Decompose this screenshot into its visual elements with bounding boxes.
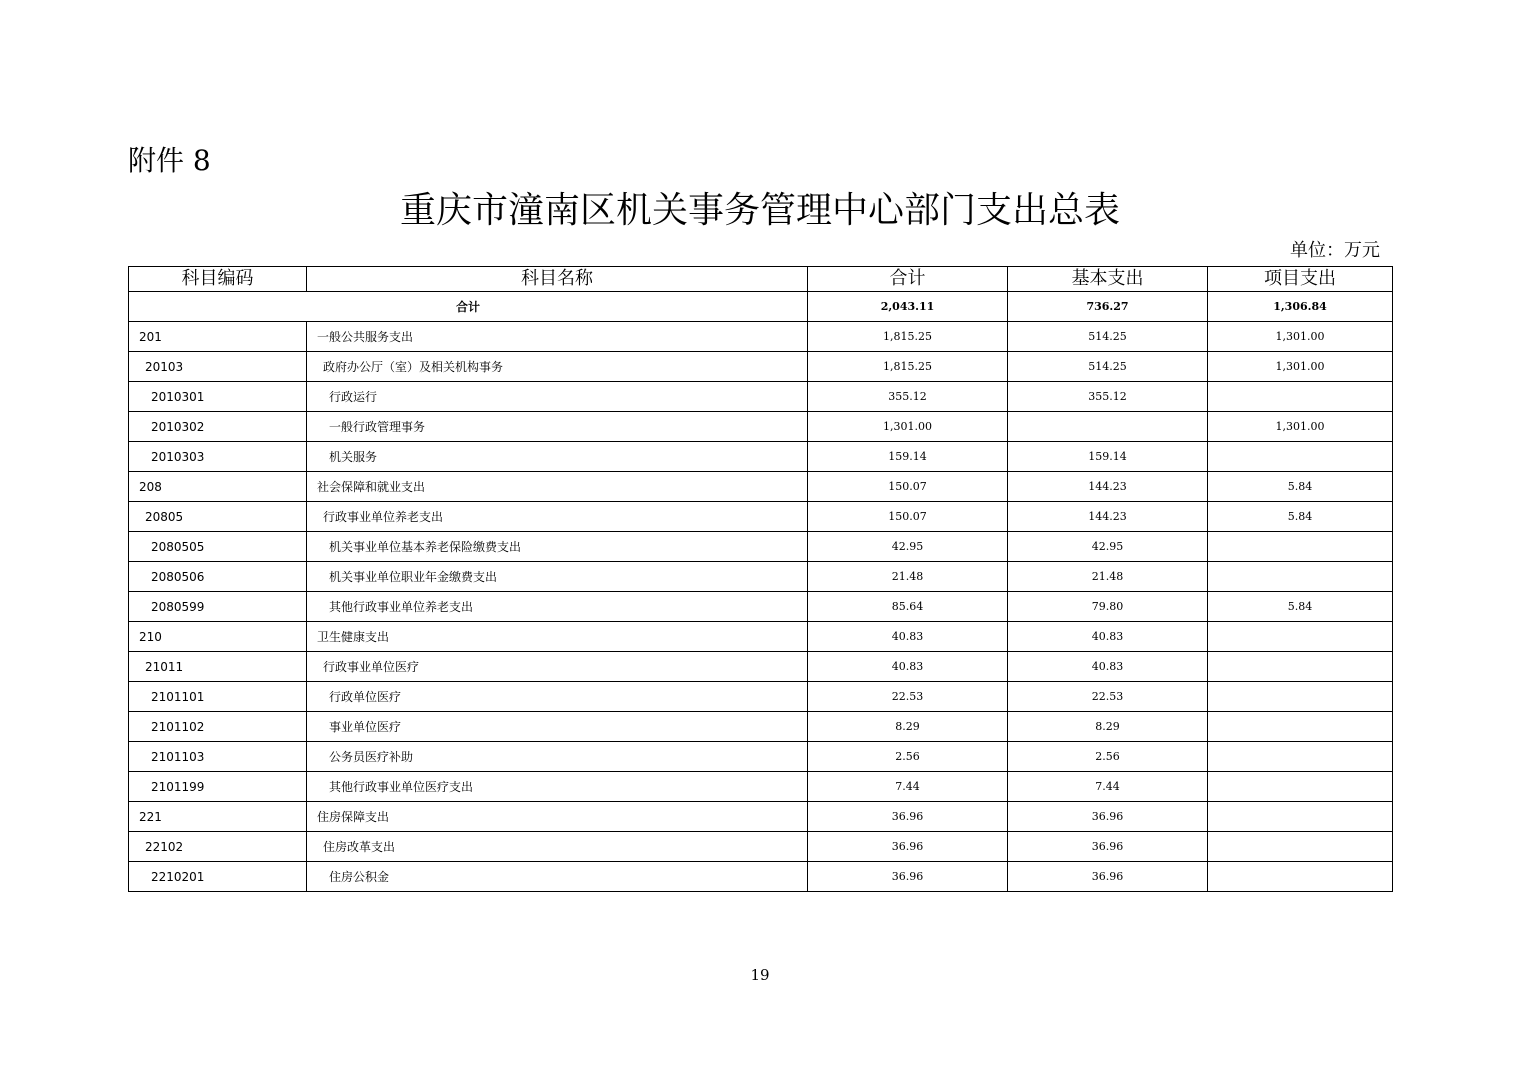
table-row	[129, 682, 1393, 712]
row-total: 150.07	[808, 472, 1008, 502]
table-row	[129, 412, 1393, 442]
table-row	[129, 382, 1393, 412]
table-row	[129, 472, 1393, 502]
attachment-label: 附件 8	[128, 144, 211, 177]
row-total: 22.53	[808, 682, 1008, 712]
row-project	[1208, 802, 1393, 832]
header-total: 合计	[808, 267, 1008, 292]
row-basic: 144.23	[1008, 472, 1208, 502]
row-total: 1,815.25	[808, 322, 1008, 352]
total-row	[129, 292, 1393, 322]
row-basic: 40.83	[1008, 652, 1208, 682]
expenditure-table	[128, 266, 1393, 892]
row-basic: 2.56	[1008, 742, 1208, 772]
table-row	[129, 562, 1393, 592]
row-name: 行政单位医疗	[307, 682, 808, 712]
row-basic: 42.95	[1008, 532, 1208, 562]
row-name: 卫生健康支出	[307, 622, 808, 652]
row-code: 210	[129, 622, 307, 652]
row-total: 42.95	[808, 532, 1008, 562]
row-name: 住房公积金	[307, 862, 808, 892]
row-basic: 514.25	[1008, 352, 1208, 382]
row-name: 机关事业单位职业年金缴费支出	[307, 562, 808, 592]
row-code: 2010303	[129, 442, 307, 472]
table-row	[129, 802, 1393, 832]
total-basic: 736.27	[1008, 292, 1208, 322]
row-total: 36.96	[808, 832, 1008, 862]
header-project: 项目支出	[1208, 267, 1393, 292]
table-header-row	[129, 267, 1393, 292]
row-total: 21.48	[808, 562, 1008, 592]
row-basic: 355.12	[1008, 382, 1208, 412]
row-basic: 79.80	[1008, 592, 1208, 622]
row-name: 社会保障和就业支出	[307, 472, 808, 502]
row-total: 40.83	[808, 652, 1008, 682]
total-label: 合计	[129, 292, 808, 322]
row-basic: 7.44	[1008, 772, 1208, 802]
row-name: 行政运行	[307, 382, 808, 412]
row-name: 政府办公厅（室）及相关机构事务	[307, 352, 808, 382]
row-project	[1208, 772, 1393, 802]
row-project	[1208, 682, 1393, 712]
row-total: 8.29	[808, 712, 1008, 742]
row-project	[1208, 562, 1393, 592]
row-basic: 144.23	[1008, 502, 1208, 532]
row-project: 5.84	[1208, 502, 1393, 532]
row-total: 36.96	[808, 802, 1008, 832]
row-total: 40.83	[808, 622, 1008, 652]
row-code: 20103	[129, 352, 307, 382]
row-project	[1208, 652, 1393, 682]
row-basic: 159.14	[1008, 442, 1208, 472]
row-basic: 21.48	[1008, 562, 1208, 592]
row-name: 机关事业单位基本养老保险缴费支出	[307, 532, 808, 562]
row-code: 2101101	[129, 682, 307, 712]
total-amount: 2,043.11	[808, 292, 1008, 322]
row-total: 355.12	[808, 382, 1008, 412]
table-row	[129, 742, 1393, 772]
row-code: 2080506	[129, 562, 307, 592]
row-basic: 8.29	[1008, 712, 1208, 742]
row-code: 20805	[129, 502, 307, 532]
row-name: 一般公共服务支出	[307, 322, 808, 352]
row-name: 其他行政事业单位养老支出	[307, 592, 808, 622]
table-row	[129, 712, 1393, 742]
row-total: 2.56	[808, 742, 1008, 772]
row-basic: 36.96	[1008, 802, 1208, 832]
row-total: 7.44	[808, 772, 1008, 802]
row-code: 2080505	[129, 532, 307, 562]
row-name: 住房保障支出	[307, 802, 808, 832]
row-basic: 40.83	[1008, 622, 1208, 652]
row-project	[1208, 742, 1393, 772]
row-name: 行政事业单位养老支出	[307, 502, 808, 532]
table-row	[129, 652, 1393, 682]
row-project	[1208, 532, 1393, 562]
unit-label: 单位：万元	[1290, 240, 1380, 261]
row-code: 221	[129, 802, 307, 832]
row-project	[1208, 382, 1393, 412]
row-project	[1208, 832, 1393, 862]
page-number: 19	[750, 966, 770, 984]
row-project	[1208, 442, 1393, 472]
row-project: 1,301.00	[1208, 412, 1393, 442]
row-code: 22102	[129, 832, 307, 862]
table-row	[129, 532, 1393, 562]
table-row	[129, 352, 1393, 382]
row-name: 行政事业单位医疗	[307, 652, 808, 682]
row-name: 机关服务	[307, 442, 808, 472]
row-name: 一般行政管理事务	[307, 412, 808, 442]
row-code: 201	[129, 322, 307, 352]
row-name: 公务员医疗补助	[307, 742, 808, 772]
row-total: 36.96	[808, 862, 1008, 892]
table-row	[129, 832, 1393, 862]
header-code: 科目编码	[129, 267, 307, 292]
row-code: 2101103	[129, 742, 307, 772]
table-row	[129, 622, 1393, 652]
table-row	[129, 502, 1393, 532]
row-basic: 36.96	[1008, 832, 1208, 862]
row-project: 1,301.00	[1208, 352, 1393, 382]
row-project	[1208, 862, 1393, 892]
table-row	[129, 322, 1393, 352]
row-code: 2010302	[129, 412, 307, 442]
row-total: 150.07	[808, 502, 1008, 532]
row-code: 2210201	[129, 862, 307, 892]
table-row	[129, 442, 1393, 472]
row-project	[1208, 712, 1393, 742]
row-basic: 22.53	[1008, 682, 1208, 712]
row-name: 其他行政事业单位医疗支出	[307, 772, 808, 802]
row-basic: 36.96	[1008, 862, 1208, 892]
row-code: 2080599	[129, 592, 307, 622]
row-name: 住房改革支出	[307, 832, 808, 862]
page-title: 重庆市潼南区机关事务管理中心部门支出总表	[399, 190, 1120, 231]
row-total: 1,815.25	[808, 352, 1008, 382]
total-project: 1,306.84	[1208, 292, 1393, 322]
header-name: 科目名称	[307, 267, 808, 292]
row-basic	[1008, 412, 1208, 442]
row-project: 5.84	[1208, 472, 1393, 502]
row-code: 2010301	[129, 382, 307, 412]
table-row	[129, 862, 1393, 892]
header-basic: 基本支出	[1008, 267, 1208, 292]
row-code: 2101199	[129, 772, 307, 802]
row-name: 事业单位医疗	[307, 712, 808, 742]
row-code: 208	[129, 472, 307, 502]
row-code: 21011	[129, 652, 307, 682]
row-total: 1,301.00	[808, 412, 1008, 442]
row-total: 85.64	[808, 592, 1008, 622]
table-row	[129, 772, 1393, 802]
row-project	[1208, 622, 1393, 652]
row-code: 2101102	[129, 712, 307, 742]
row-project: 1,301.00	[1208, 322, 1393, 352]
table-row	[129, 592, 1393, 622]
row-project: 5.84	[1208, 592, 1393, 622]
row-basic: 514.25	[1008, 322, 1208, 352]
row-total: 159.14	[808, 442, 1008, 472]
